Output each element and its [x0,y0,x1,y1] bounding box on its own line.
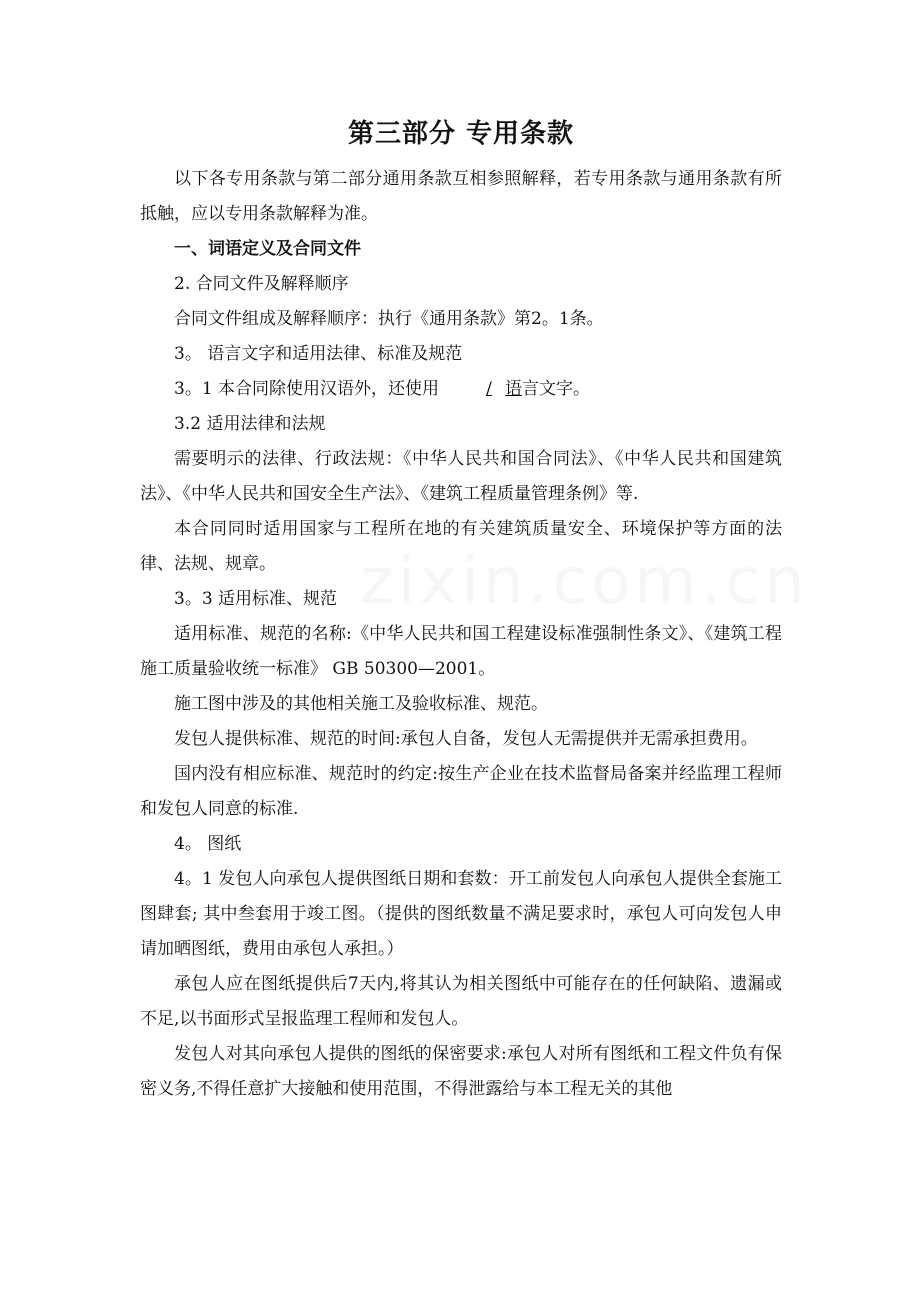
section-heading-definitions: 一、词语定义及合同文件 [174,239,361,259]
watermark-text: zixin.com.cn [360,545,809,619]
clause-3-3-no-standard: 国内没有相应标准、规范时的约定:按生产企业在技术监督局备案并经监理工程师和发包人同意的标准. [140,764,782,819]
clause-3-3-heading: 3。3 适用标准、规范 [174,589,338,609]
clause-3-3-standards: 适用标准、规范的名称:《中华人民共和国工程建设标准强制性条文》、《建筑工程施工质量验收统一标准》 GB 50300—2001。 [140,624,782,679]
clause-4-1-text: 4。1 发包人向承包人提供图纸日期和套数：开工前发包人向承包人提供全套施工图肆套; 其中叁套用于竣工图。（提供的图纸数量不满足要求时，承包人可向发包人申请加晒图纸，费用由承包人承担。） [140,869,782,959]
page-title: 第三部分 专用条款 [347,119,575,149]
clause-3-heading: 3。 语言文字和适用法律、标准及规范 [174,344,463,364]
clause-2-text: 合同文件组成及解释顺序：执行《通用条款》第2。1条。 [174,309,604,329]
clause-3-1-suffix: 言文字。 [522,379,591,399]
clause-3-1-text [140,372,782,407]
clause-4-defects: 承包人应在图纸提供后7天内,将其认为相关图纸中可能存在的任何缺陷、遗漏或不足,以书面形式呈报监理工程师和发包人。 [140,974,782,1029]
clause-3-2-laws: 需要明示的法律、行政法规：《中华人民共和国合同法》、《中华人民共和国建筑法》、《中华人民共和国安全生产法》、《建筑工程质量管理条例》等. [140,449,782,504]
clause-3-3-provision-time: 发包人提供标准、规范的时间:承包人自备，发包人无需提供并无需承担费用。 [174,729,758,749]
clause-4-heading: 4。 图纸 [174,834,242,854]
clause-3-3-other-standards: 施工图中涉及的其他相关施工及验收标准、规范。 [174,694,548,714]
clause-3-1-prefix: 3。1 本合同除使用汉语外，还使用 [174,379,440,399]
document-page [140,112,782,1107]
clause-2-heading: 2. 合同文件及解释顺序 [174,274,349,294]
clause-3-1-underlined: 语 [505,379,523,399]
clause-3-2-heading: 3.2 适用法律和法规 [174,414,326,434]
clause-4-confidentiality: 发包人对其向承包人提供的图纸的保密要求:承包人对所有图纸和工程文件负有保密义务,不得任意扩大接触和使用范围，不得泄露给与本工程无关的其他 [140,1044,782,1099]
clause-3-2-regulations: 本合同同时适用国家与工程所在地的有关建筑质量安全、环境保护等方面的法律、法规、规章。 [140,519,782,574]
language-blank-field: / [486,379,492,399]
intro-paragraph: 以下各专用条款与第二部分通用条款互相参照解释，若专用条款与通用条款有所抵触，应以专用条款解释为准。 [140,169,782,224]
